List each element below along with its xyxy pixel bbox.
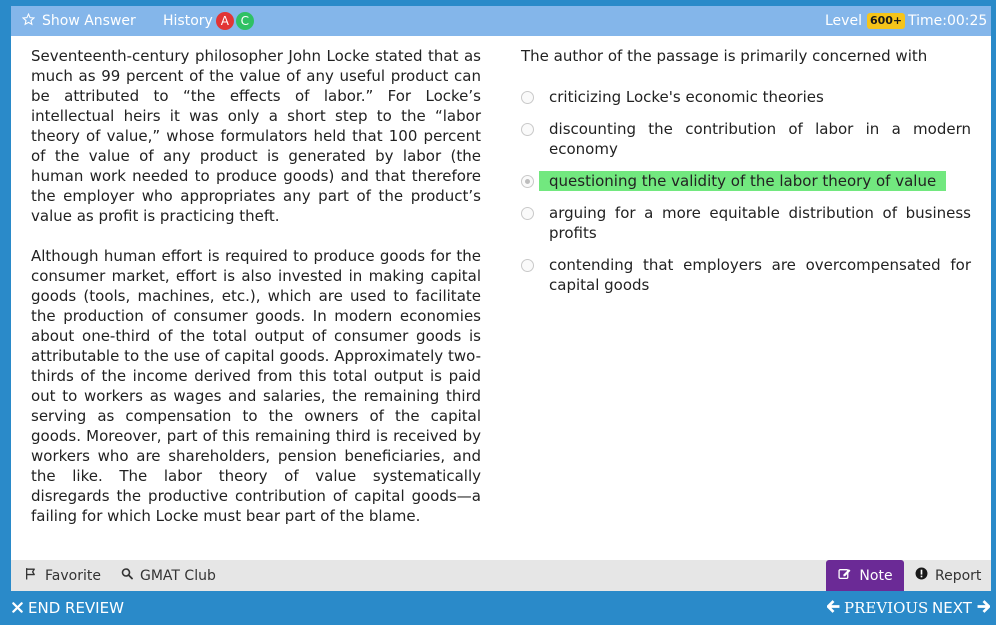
main-frame	[11, 6, 991, 591]
note-button[interactable]	[826, 560, 904, 591]
star-icon	[22, 13, 42, 30]
search-icon	[121, 567, 140, 584]
previous-label: PREVIOUS	[844, 599, 929, 617]
level-badge: 600+	[867, 13, 905, 29]
report-label: Report	[935, 567, 982, 584]
answer-option-text: arguing for a more equitable distribution of business profits	[549, 204, 971, 242]
history	[163, 6, 254, 36]
edit-icon	[837, 567, 859, 584]
favorite-button[interactable]	[24, 560, 101, 591]
history-label: History	[163, 13, 213, 29]
top-bar	[11, 6, 991, 36]
gmatclub-label: GMAT Club	[140, 567, 216, 584]
radio-button-selected[interactable]	[521, 175, 534, 188]
answer-option-text: criticizing Locke's economic theories	[549, 88, 824, 106]
end-review-button[interactable]	[12, 591, 124, 625]
next-label: NEXT	[932, 599, 972, 617]
radio-button[interactable]	[521, 91, 534, 104]
answer-option-b[interactable]	[521, 119, 971, 159]
passage-paragraph: Although human effort is required to produce goods for the consumer market, effort is also invested in making capital goods (tools, machines, etc.), which are used to facilitate the production of consumer goods. In modern economies about one-third of the total output of consumer goods is attributable to the use of capital goods. Approximately two-thirds of the income derived from this total output is paid out to workers as wages and salaries, the remaining third serving as compensation to the owners of the capital goods. Moreover, part of this remaining third is received by workers who are shareholders, pension beneficiaries, and the like. The labor theory of value systematically disregards the productive contribution of capital goods—a failing for which Locke must bear part of the blame.	[31, 247, 481, 525]
history-badge-c[interactable]: C	[236, 12, 254, 30]
footer-nav	[0, 591, 996, 625]
radio-button[interactable]	[521, 207, 534, 220]
bottom-toolbar	[11, 560, 991, 591]
previous-button[interactable]	[827, 591, 928, 625]
answer-option-c[interactable]	[521, 171, 971, 191]
exclamation-icon	[915, 567, 935, 584]
radio-button[interactable]	[521, 123, 534, 136]
question-stem: The author of the passage is primarily concerned with	[521, 47, 928, 65]
timer: Time:00:25	[908, 13, 988, 29]
report-button[interactable]	[915, 560, 981, 591]
flag-icon	[24, 567, 45, 584]
answer-option-d[interactable]	[521, 203, 971, 243]
answer-option-e[interactable]	[521, 255, 971, 295]
question-panel	[521, 46, 971, 307]
arrow-left-icon	[827, 599, 844, 617]
note-label: Note	[859, 567, 893, 584]
arrow-right-icon	[972, 599, 990, 617]
answer-option-a[interactable]	[521, 87, 971, 107]
gmatclub-button[interactable]	[121, 560, 216, 591]
end-review-label: END REVIEW	[28, 599, 124, 617]
history-badge-a[interactable]: A	[216, 12, 234, 30]
passage-paragraph: Seventeenth-century philosopher John Locke stated that as much as 99 percent of the value of any useful product can be attributed to “the effects of labor.” For Locke’s intellectual heirs it was only a short step to the “labor theory of value,” whose formulators held that 100 percent of the value of any product is generated by labor (the human work needed to produce goods) and that therefore the employer who appropriates any part of the product’s value as profit is practicing theft.	[31, 47, 481, 225]
close-icon	[12, 599, 28, 617]
favorite-label: Favorite	[45, 567, 101, 584]
show-answer-button[interactable]	[22, 6, 136, 36]
answer-option-text: questioning the validity of the labor theory of value	[539, 171, 946, 191]
show-answer-label: Show Answer	[42, 13, 136, 29]
answer-option-text: discounting the contribution of labor in a modern economy	[549, 120, 971, 158]
level-label: Level	[825, 13, 862, 29]
next-button[interactable]	[932, 591, 990, 625]
level	[825, 6, 905, 36]
radio-button[interactable]	[521, 259, 534, 272]
passage	[31, 46, 481, 546]
answer-option-text: contending that employers are overcompensated for capital goods	[549, 256, 971, 294]
